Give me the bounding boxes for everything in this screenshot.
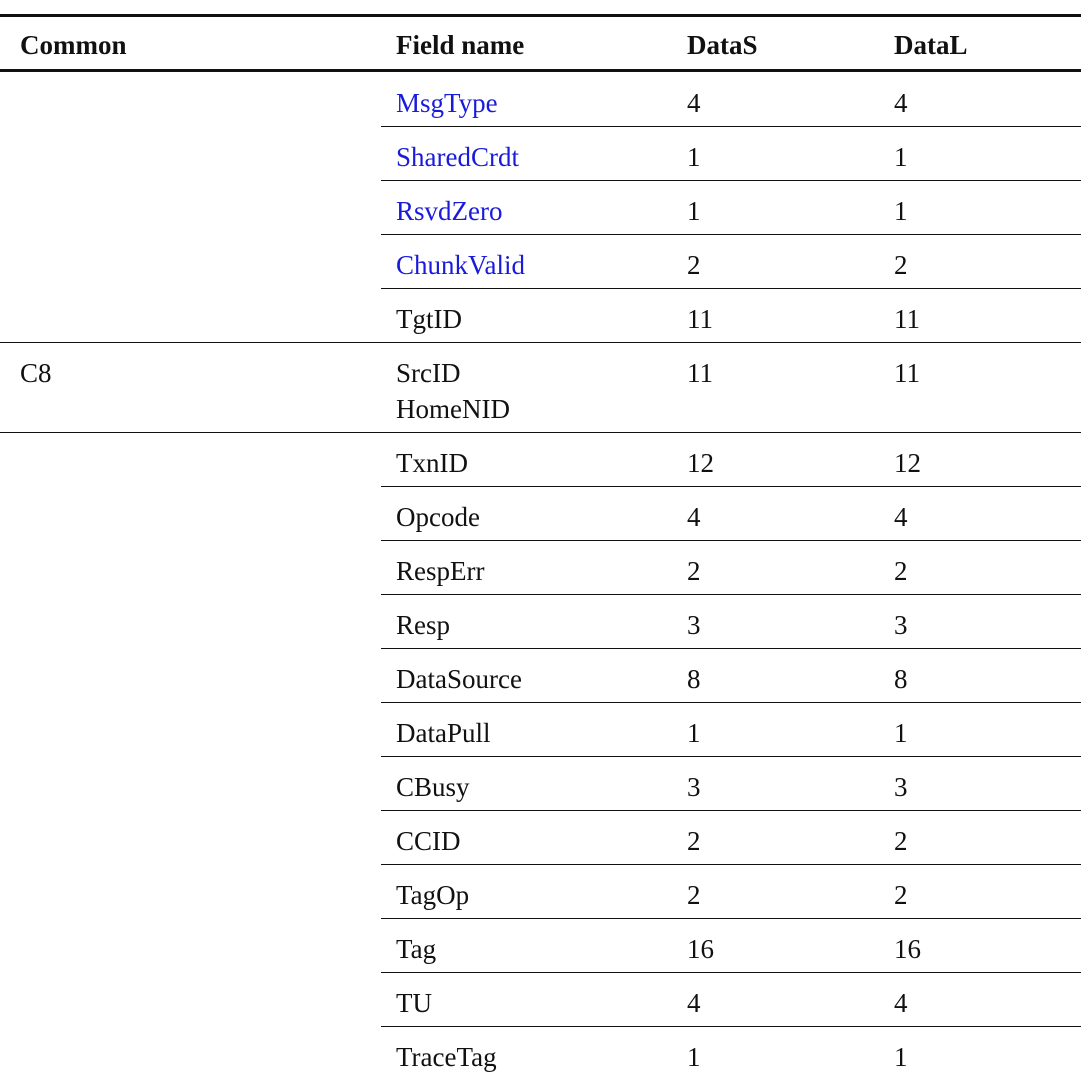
row-rule (381, 918, 1081, 919)
group-rule (0, 342, 1081, 343)
field-name-cell: HomeNID (396, 394, 510, 424)
field-name-cell: RespErr (396, 556, 485, 586)
field-name-cell: CCID (396, 826, 461, 856)
datal-cell: 4 (894, 988, 908, 1018)
datal-cell: 1 (894, 718, 908, 748)
row-rule (381, 702, 1081, 703)
datal-cell: 16 (894, 934, 921, 964)
row-rule (381, 756, 1081, 757)
table-top-rule (0, 14, 1081, 17)
datas-cell: 1 (687, 196, 701, 226)
datal-cell: 3 (894, 772, 908, 802)
datas-cell: 4 (687, 502, 701, 532)
datal-cell: 2 (894, 250, 908, 280)
field-name-cell: SharedCrdt (396, 142, 519, 172)
field-name-cell: TU (396, 988, 432, 1018)
row-rule (381, 234, 1081, 235)
datal-cell: 2 (894, 826, 908, 856)
group-rule (0, 432, 1081, 433)
datas-cell: 2 (687, 826, 701, 856)
datas-cell: 8 (687, 664, 701, 694)
field-name-cell: RsvdZero (396, 196, 503, 226)
field-name-cell: Opcode (396, 502, 480, 532)
field-name-cell: TxnID (396, 448, 468, 478)
header-field-name: Field name (396, 30, 525, 60)
datal-cell: 12 (894, 448, 921, 478)
datal-cell: 3 (894, 610, 908, 640)
row-rule (381, 288, 1081, 289)
row-rule (381, 648, 1081, 649)
field-name-cell: TagOp (396, 880, 470, 910)
datas-cell: 3 (687, 610, 701, 640)
datal-cell: 1 (894, 196, 908, 226)
header-rule (0, 69, 1081, 72)
field-name-cell: DataSource (396, 664, 522, 694)
header-common: Common (20, 30, 127, 60)
datas-cell: 1 (687, 1042, 701, 1072)
datal-cell: 1 (894, 142, 908, 172)
datal-cell: 4 (894, 88, 908, 118)
datas-cell: 2 (687, 556, 701, 586)
datal-cell: 8 (894, 664, 908, 694)
datal-cell: 11 (894, 358, 920, 388)
datas-cell: 1 (687, 142, 701, 172)
common-cell: C8 (20, 358, 52, 388)
datas-cell: 2 (687, 880, 701, 910)
row-rule (381, 1026, 1081, 1027)
field-name-cell: DataPull (396, 718, 491, 748)
datas-cell: 4 (687, 988, 701, 1018)
field-name-cell: ChunkValid (396, 250, 526, 280)
datas-cell: 3 (687, 772, 701, 802)
row-rule (381, 810, 1081, 811)
datas-cell: 1 (687, 718, 701, 748)
field-name-cell: TgtID (396, 304, 462, 334)
datas-cell: 11 (687, 358, 713, 388)
datal-cell: 2 (894, 556, 908, 586)
header-datal: DataL (894, 30, 968, 60)
datas-cell: 4 (687, 88, 701, 118)
datal-cell: 1 (894, 1042, 908, 1072)
header-datas: DataS (687, 30, 758, 60)
datal-cell: 11 (894, 304, 920, 334)
field-name-cell: MsgType (396, 88, 498, 118)
field-name-cell: Tag (396, 934, 437, 964)
row-rule (381, 594, 1081, 595)
field-name-cell: CBusy (396, 772, 470, 802)
row-rule (381, 972, 1081, 973)
row-rule (381, 180, 1081, 181)
datal-cell: 4 (894, 502, 908, 532)
datas-cell: 2 (687, 250, 701, 280)
datal-cell: 2 (894, 880, 908, 910)
row-rule (381, 540, 1081, 541)
datas-cell: 11 (687, 304, 713, 334)
row-rule (381, 126, 1081, 127)
row-rule (381, 864, 1081, 865)
row-rule (381, 486, 1081, 487)
datas-cell: 12 (687, 448, 714, 478)
field-name-cell: Resp (396, 610, 450, 640)
field-name-cell: SrcID (396, 358, 461, 388)
field-name-cell: TraceTag (396, 1042, 497, 1072)
datas-cell: 16 (687, 934, 714, 964)
